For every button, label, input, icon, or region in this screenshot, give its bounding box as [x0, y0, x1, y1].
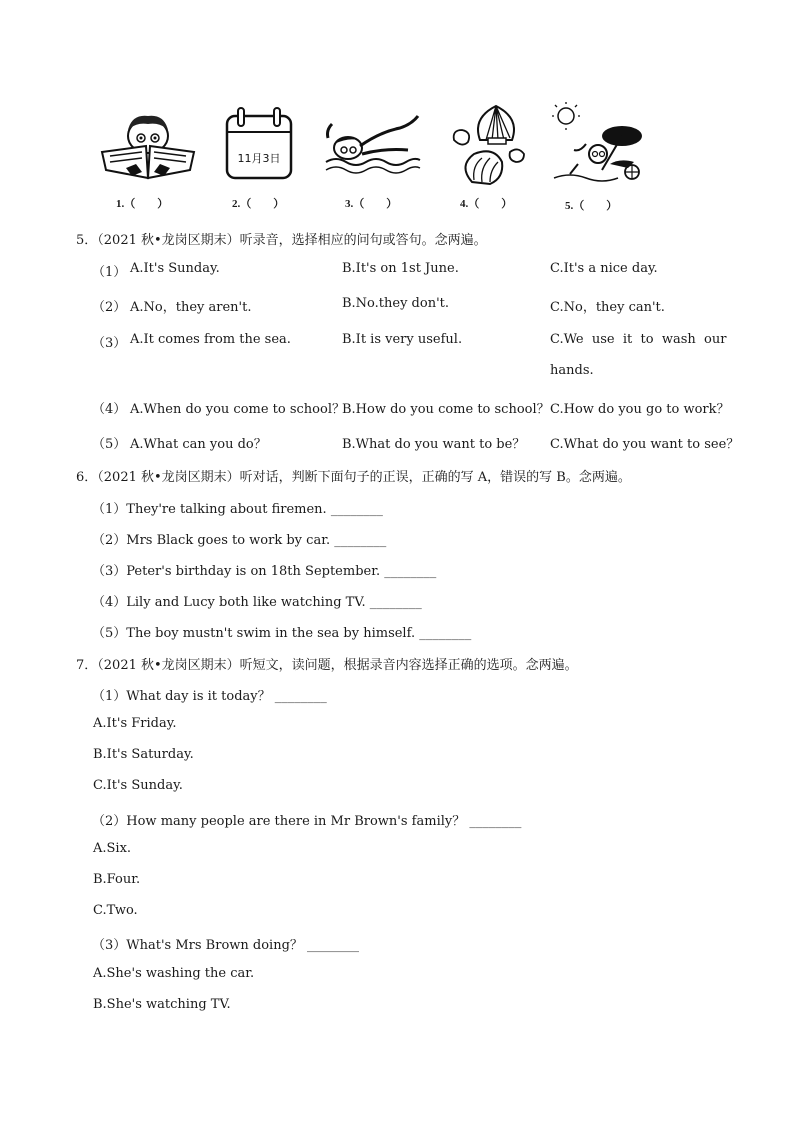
- q7-q2-option-b: B.Four.: [93, 872, 141, 887]
- q5-item-3-number: （3）: [92, 336, 127, 351]
- calendar-date-text: 11月3日: [237, 152, 281, 165]
- q7-sub-question-1: （1）What day is it today？ ________: [92, 689, 327, 704]
- q7-sub-question-3: （3）What's Mrs Brown doing？ ________: [92, 938, 360, 953]
- picture-label-3: 3.（ ）: [345, 198, 398, 210]
- question-5-heading: 5．（2021 秋•龙岗区期末）听录音，选择相应的问句或答句。念两遍。: [76, 233, 487, 248]
- q5-item-4-option-a: A.When do you come to school？: [130, 402, 345, 417]
- question-7-heading: 7．（2021 秋•龙岗区期末）听短文，读问题，根据录音内容选择正确的选项。念两遍。: [76, 658, 578, 673]
- q7-q1-option-b: B.It's Saturday.: [93, 747, 194, 762]
- q7-q1-option-a: A.It's Friday.: [93, 716, 177, 731]
- question-6-heading: 6．（2021 秋•龙岗区期末）听对话，判断下面句子的正误，正确的写 A，错误的写 B。念两遍。: [76, 470, 631, 485]
- q7-q1-option-c: C.It's Sunday.: [93, 778, 183, 793]
- q6-item-3: （3）Peter's birthday is on 18th September. ________: [92, 564, 437, 579]
- q5-item-5-option-a: A.What can you do？: [130, 437, 267, 452]
- picture-label-5: 5.（ ）: [565, 200, 618, 212]
- q5-item-4-number: （4）: [92, 402, 127, 417]
- q5-item-1-number: （1）: [92, 265, 127, 280]
- q5-item-3-option-c-line-2: hands.: [550, 363, 594, 378]
- q5-item-5-option-c: C.What do you want to see？: [550, 437, 740, 452]
- q5-item-1-option-c: C.It's a nice day.: [550, 261, 658, 276]
- swimmer-icon: [322, 110, 422, 180]
- q5-item-3-option-c-line-1: C.We use it to wash our: [550, 332, 727, 347]
- calendar-icon: [224, 106, 294, 182]
- q7-q2-option-a: A.Six.: [93, 841, 132, 856]
- q5-item-2-number: （2）: [92, 300, 127, 315]
- q5-item-2-option-a: A.No，they aren't.: [130, 300, 252, 315]
- q6-item-4: （4）Lily and Lucy both like watching TV. ________: [92, 595, 422, 610]
- q5-item-5-number: （5）: [92, 437, 127, 452]
- q5-item-4-option-b: B.How do you come to school？: [342, 402, 550, 417]
- q7-q3-option-a: A.She's washing the car.: [93, 966, 255, 981]
- q6-item-5: （5）The boy mustn't swim in the sea by himself. ________: [92, 626, 472, 641]
- q7-sub-question-2: （2）How many people are there in Mr Brown's family？ ________: [92, 814, 522, 829]
- picture-label-2: 2.（ ）: [232, 198, 285, 210]
- q5-item-1-option-a: A.It's Sunday.: [130, 261, 220, 276]
- q6-item-2: （2）Mrs Black goes to work by car. ________: [92, 533, 387, 548]
- q5-item-4-option-c: C.How do you go to work？: [550, 402, 730, 417]
- q5-item-2-option-c: C.No，they can't.: [550, 300, 665, 315]
- seashells-icon: [450, 100, 530, 190]
- q5-item-1-option-b: B.It's on 1st June.: [342, 261, 459, 276]
- beach-scene-icon: [550, 102, 650, 192]
- q7-q3-option-b: B.She's watching TV.: [93, 997, 231, 1012]
- reading-boy-icon: [96, 108, 200, 188]
- picture-label-4: 4.（ ）: [460, 198, 513, 210]
- q7-q2-option-c: C.Two.: [93, 903, 138, 918]
- picture-label-1: 1.（ ）: [116, 198, 169, 210]
- q6-item-1: （1）They're talking about firemen. ________: [92, 502, 383, 517]
- q5-item-2-option-b: B.No.they don't.: [342, 296, 450, 311]
- q5-item-5-option-b: B.What do you want to be？: [342, 437, 526, 452]
- q5-item-3-option-b: B.It is very useful.: [342, 332, 463, 347]
- q5-item-3-option-a: A.It comes from the sea.: [130, 332, 291, 347]
